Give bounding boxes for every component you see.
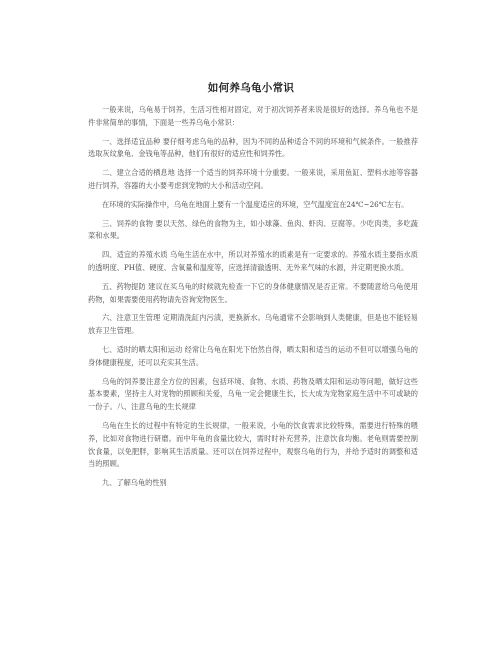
- paragraph-choose-species: 一、选择适宜品种 要仔细考虑乌龟的品种，因为不同的品种适合不同的环境和气候条件。一般推荐选取灰纹象龟、金钱龟等品种，他们有很好的适应性和饲养性。: [88, 136, 418, 159]
- paragraph-hygiene: 六、注意卫生管理 定期清洗缸内污渍，更换新水。乌龟通常不会影响到人类健康，但是也不能轻易放弃卫生管理。: [88, 313, 418, 336]
- paragraph-growth: 乌龟在生长的过程中有特定的生长规律，一般来说，小龟的饮食需求比较特殊，需要进行特殊的喂养，比如对食物进行研磨。而中年龟的食量比较大，需时时补充营养，注意饮食均衡。老龟则需要控制饮食量，以免肥胖，影响其生活质量。还可以在饲养过程中，观察乌龟的行为，并给予适时的调整和适当的照顾。: [88, 420, 418, 469]
- paragraph-gender-heading: 九、了解乌龟的性别: [102, 478, 167, 488]
- paragraph-water-quality: 四、适宜的养殖水质 乌龟生活在水中，所以对养殖水的质素是有一定要求的。养殖水质主要指水质的透明度、PH值、硬度、含氧量和温度等，应选择清澈透明、无外来气味的水源，并定期更换水质。: [88, 250, 418, 272]
- document-title: 如何养乌龟小常识: [207, 82, 295, 94]
- paragraph-temperature: 在环境的实际操作中，乌龟在地面上要有一个温度适应的环境，空气温度宜在24℃~26℃左右。: [102, 199, 409, 209]
- paragraph-summary: 乌龟的饲养要注意全方位的因素，包括环境、食物、水质、药物及晒太阳和运动等问题，做好这些基本要素，坚持主人对宠物的照顾和关爱，乌龟一定会健康生长，长大成为宠物家庭生活中不可或缺的一份子。八、注意乌龟的生长规律: [88, 376, 418, 412]
- paragraph-habitat: 二、建立合适的栖息地 选择一个适当的饲养环境十分重要。一般来说，采用鱼缸、塑料水池等容器进行饲养，容器的大小要考虑到宠物的大小和活动空间。: [88, 168, 418, 190]
- paragraph-food: 三、饲养的食物 要以天然、绿色的食物为主，如小球藻、鱼肉、虾肉、豆腐等。少吃肉类，多吃蔬菜和水果。: [88, 218, 418, 241]
- document-body: [88, 104, 418, 496]
- paragraph-sun-exercise: 七、适时的晒太阳和运动 经常让乌龟在阳光下怡然自得，晒太阳和适当的运动不但可以增强乌龟的身体健康程度，还可以充实其生活。: [88, 344, 418, 367]
- paragraph-medicine: 五、药物提防 建议在买乌龟的时候就先检查一下它的身体健康情况是否正常。不要随意给乌龟使用药物，如果需要使用药物请先咨询宠物医生。: [88, 281, 418, 304]
- paragraph-intro: 一般来说，乌龟易于饲养，生活习性相对固定，对于初次饲养者来说是很好的选择。养乌龟也不是件非常简单的事情，下面是一些养乌龟小常识：: [88, 105, 418, 127]
